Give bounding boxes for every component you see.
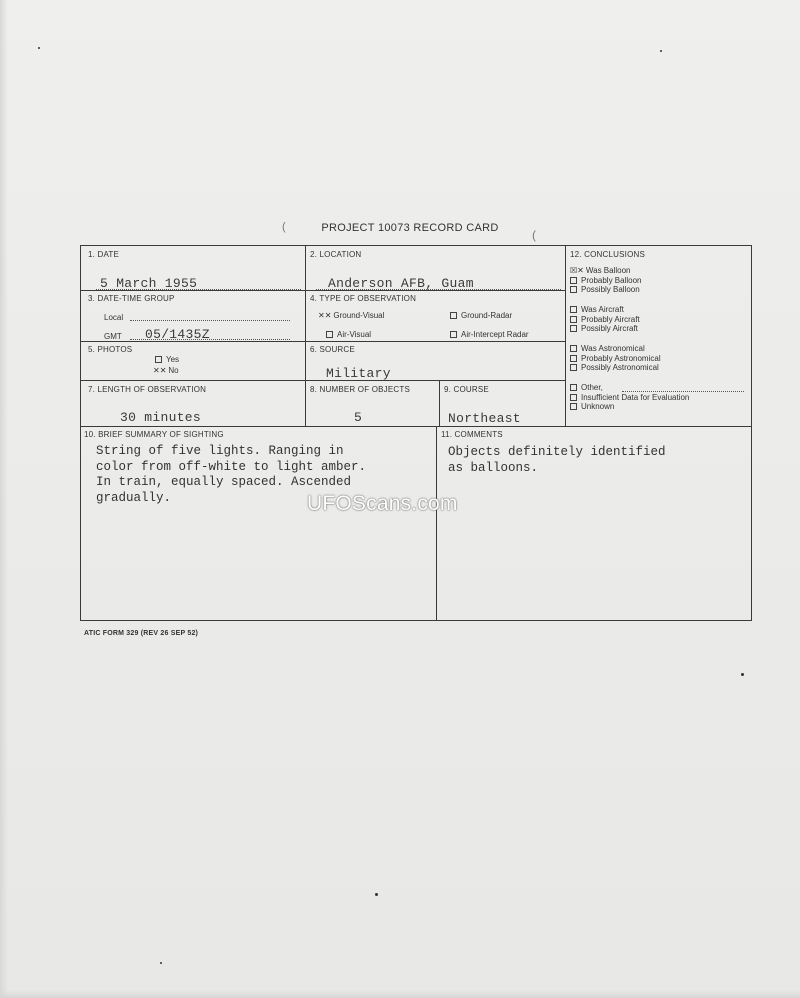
comment-line: Objects definitely identified [448, 445, 666, 459]
conclusion-probably-astronomical [570, 354, 661, 364]
conclusion-label: Possibly Astronomical [581, 363, 659, 372]
conclusion-label: Was Aircraft [581, 305, 624, 314]
conclusion-probably-aircraft [570, 315, 640, 325]
number-of-objects-label: 8. NUMBER OF OBJECTS [310, 385, 411, 394]
conclusion-label: Other [581, 383, 601, 392]
ground-radar-label: Ground-Radar [461, 311, 513, 320]
scan-speck [741, 673, 744, 676]
conclusion-was-astronomical [570, 344, 661, 354]
checkbox-icon [570, 286, 577, 293]
gmt-label: GMT [104, 332, 122, 341]
air-intercept-radar-option [450, 330, 529, 339]
checkbox-icon [570, 316, 577, 323]
checkbox-icon [570, 364, 577, 371]
ground-radar-option [450, 311, 512, 320]
conclusion-label: Probably Aircraft [581, 314, 640, 324]
divider-summary-comments [436, 426, 437, 621]
conclusion-label: Possibly Aircraft [581, 324, 638, 333]
conclusion-other: Other, [570, 383, 689, 393]
photos-no-label: No [168, 366, 179, 375]
conclusion-label: Was Balloon [585, 266, 631, 275]
photos-yes-option [155, 355, 179, 364]
scan-speck [375, 893, 378, 896]
ground-visual-option [318, 311, 384, 320]
source-value: Military [326, 366, 391, 381]
conclusions-group-astronomical [570, 344, 661, 373]
other-dotline [622, 391, 744, 392]
comments-label: 11. COMMENTS [441, 430, 503, 439]
gmt-value: 05/1435Z [145, 327, 210, 342]
checkbox-icon [570, 277, 577, 284]
photos-no-option [153, 366, 179, 375]
conclusion-insufficient-data [570, 393, 689, 403]
stray-mark-right: ( [532, 228, 536, 242]
type-of-observation-label: 4. TYPE OF OBSERVATION [310, 294, 417, 303]
checkbox-icon [450, 331, 457, 338]
date-dotline [96, 289, 301, 290]
location-dotline [316, 289, 561, 290]
checkbox-icon [570, 345, 577, 352]
brief-summary-label: 10. BRIEF SUMMARY OF SIGHTING [84, 430, 224, 439]
summary-line: In train, equally spaced. Ascended [96, 475, 352, 489]
conclusion-possibly-aircraft [570, 324, 640, 334]
checkbox-icon [155, 356, 162, 363]
conclusion-possibly-astronomical [570, 363, 661, 373]
conclusion-was-balloon [570, 266, 641, 276]
local-dotline [130, 320, 290, 321]
divider-row3 [80, 380, 565, 381]
summary-line: color from off-white to light amber. [96, 459, 367, 474]
date-label: 1. DATE [88, 250, 120, 259]
conclusion-label: Unknown [581, 402, 615, 411]
date-time-group-label: 3. DATE-TIME GROUP [88, 294, 175, 303]
conclusions-group-balloon [570, 266, 641, 295]
conclusion-label: Possibly Balloon [581, 285, 640, 294]
comments-text [448, 445, 666, 476]
form-footer: ATIC FORM 329 (REV 26 SEP 52) [84, 630, 199, 637]
checkbox-icon [326, 331, 333, 338]
scan-speck [38, 47, 40, 49]
conclusions-group-aircraft [570, 305, 640, 334]
summary-line: gradually. [96, 490, 172, 505]
divider-col-course [439, 380, 440, 426]
conclusion-label: Probably Balloon [581, 275, 642, 285]
divider-col-conclusions [565, 245, 566, 426]
checkbox-icon [570, 306, 577, 313]
air-visual-label: Air-Visual [337, 330, 372, 339]
conclusion-label: Probably Astronomical [581, 353, 661, 363]
number-of-objects-value: 5 [354, 410, 363, 425]
local-label: Local [104, 313, 124, 322]
length-value: 30 minutes [120, 410, 202, 425]
divider-col1 [305, 245, 306, 426]
checked-x-mark-icon: ☒✕ [570, 266, 584, 276]
stray-mark-left: ( [282, 221, 286, 233]
conclusion-unknown [570, 402, 689, 412]
conclusions-label: 12. CONCLUSIONS [570, 250, 646, 259]
conclusion-probably-balloon [570, 276, 641, 286]
air-intercept-radar-label: Air-Intercept Radar [461, 330, 529, 339]
source-label: 6. SOURCE [310, 345, 355, 354]
checked-x-mark-icon: ✕✕ [318, 311, 332, 321]
summary-line: String of five lights. Ranging in [96, 444, 344, 458]
conclusion-label: Was Astronomical [581, 344, 645, 353]
location-value: Anderson AFB, Guam [328, 276, 474, 291]
scan-edge-bottom [0, 990, 800, 998]
location-label: 2. LOCATION [310, 250, 362, 259]
length-label: 7. LENGTH OF OBSERVATION [88, 385, 207, 394]
air-visual-option [326, 330, 371, 339]
comment-line: as balloons. [448, 460, 539, 475]
checkbox-icon [570, 325, 577, 332]
conclusion-possibly-balloon [570, 285, 641, 295]
divider-row4 [80, 426, 752, 427]
checked-x-mark-icon: ✕✕ [153, 366, 167, 376]
date-value: 5 March 1955 [100, 276, 198, 291]
scan-speck [160, 962, 162, 964]
checkbox-icon [570, 394, 577, 401]
checkbox-icon [570, 355, 577, 362]
ufoscans-watermark: UFOScans.com [307, 492, 458, 515]
checkbox-icon [570, 384, 577, 391]
checkbox-icon [450, 312, 457, 319]
course-value: Northeast [448, 411, 521, 426]
course-label: 9. COURSE [444, 385, 489, 394]
gmt-dotline [130, 339, 290, 340]
scan-edge-left [0, 0, 8, 998]
photos-yes-label: Yes [166, 355, 180, 364]
card-title: PROJECT 10073 RECORD CARD [321, 222, 499, 234]
conclusion-was-aircraft [570, 305, 640, 315]
checkbox-icon [570, 403, 577, 410]
ground-visual-label: Ground-Visual [333, 311, 385, 320]
conclusions-group-other [570, 383, 689, 412]
scan-speck [660, 50, 662, 52]
conclusion-label: Insufficient Data for Evaluation [581, 392, 690, 402]
photos-label: 5. PHOTOS [88, 345, 133, 354]
